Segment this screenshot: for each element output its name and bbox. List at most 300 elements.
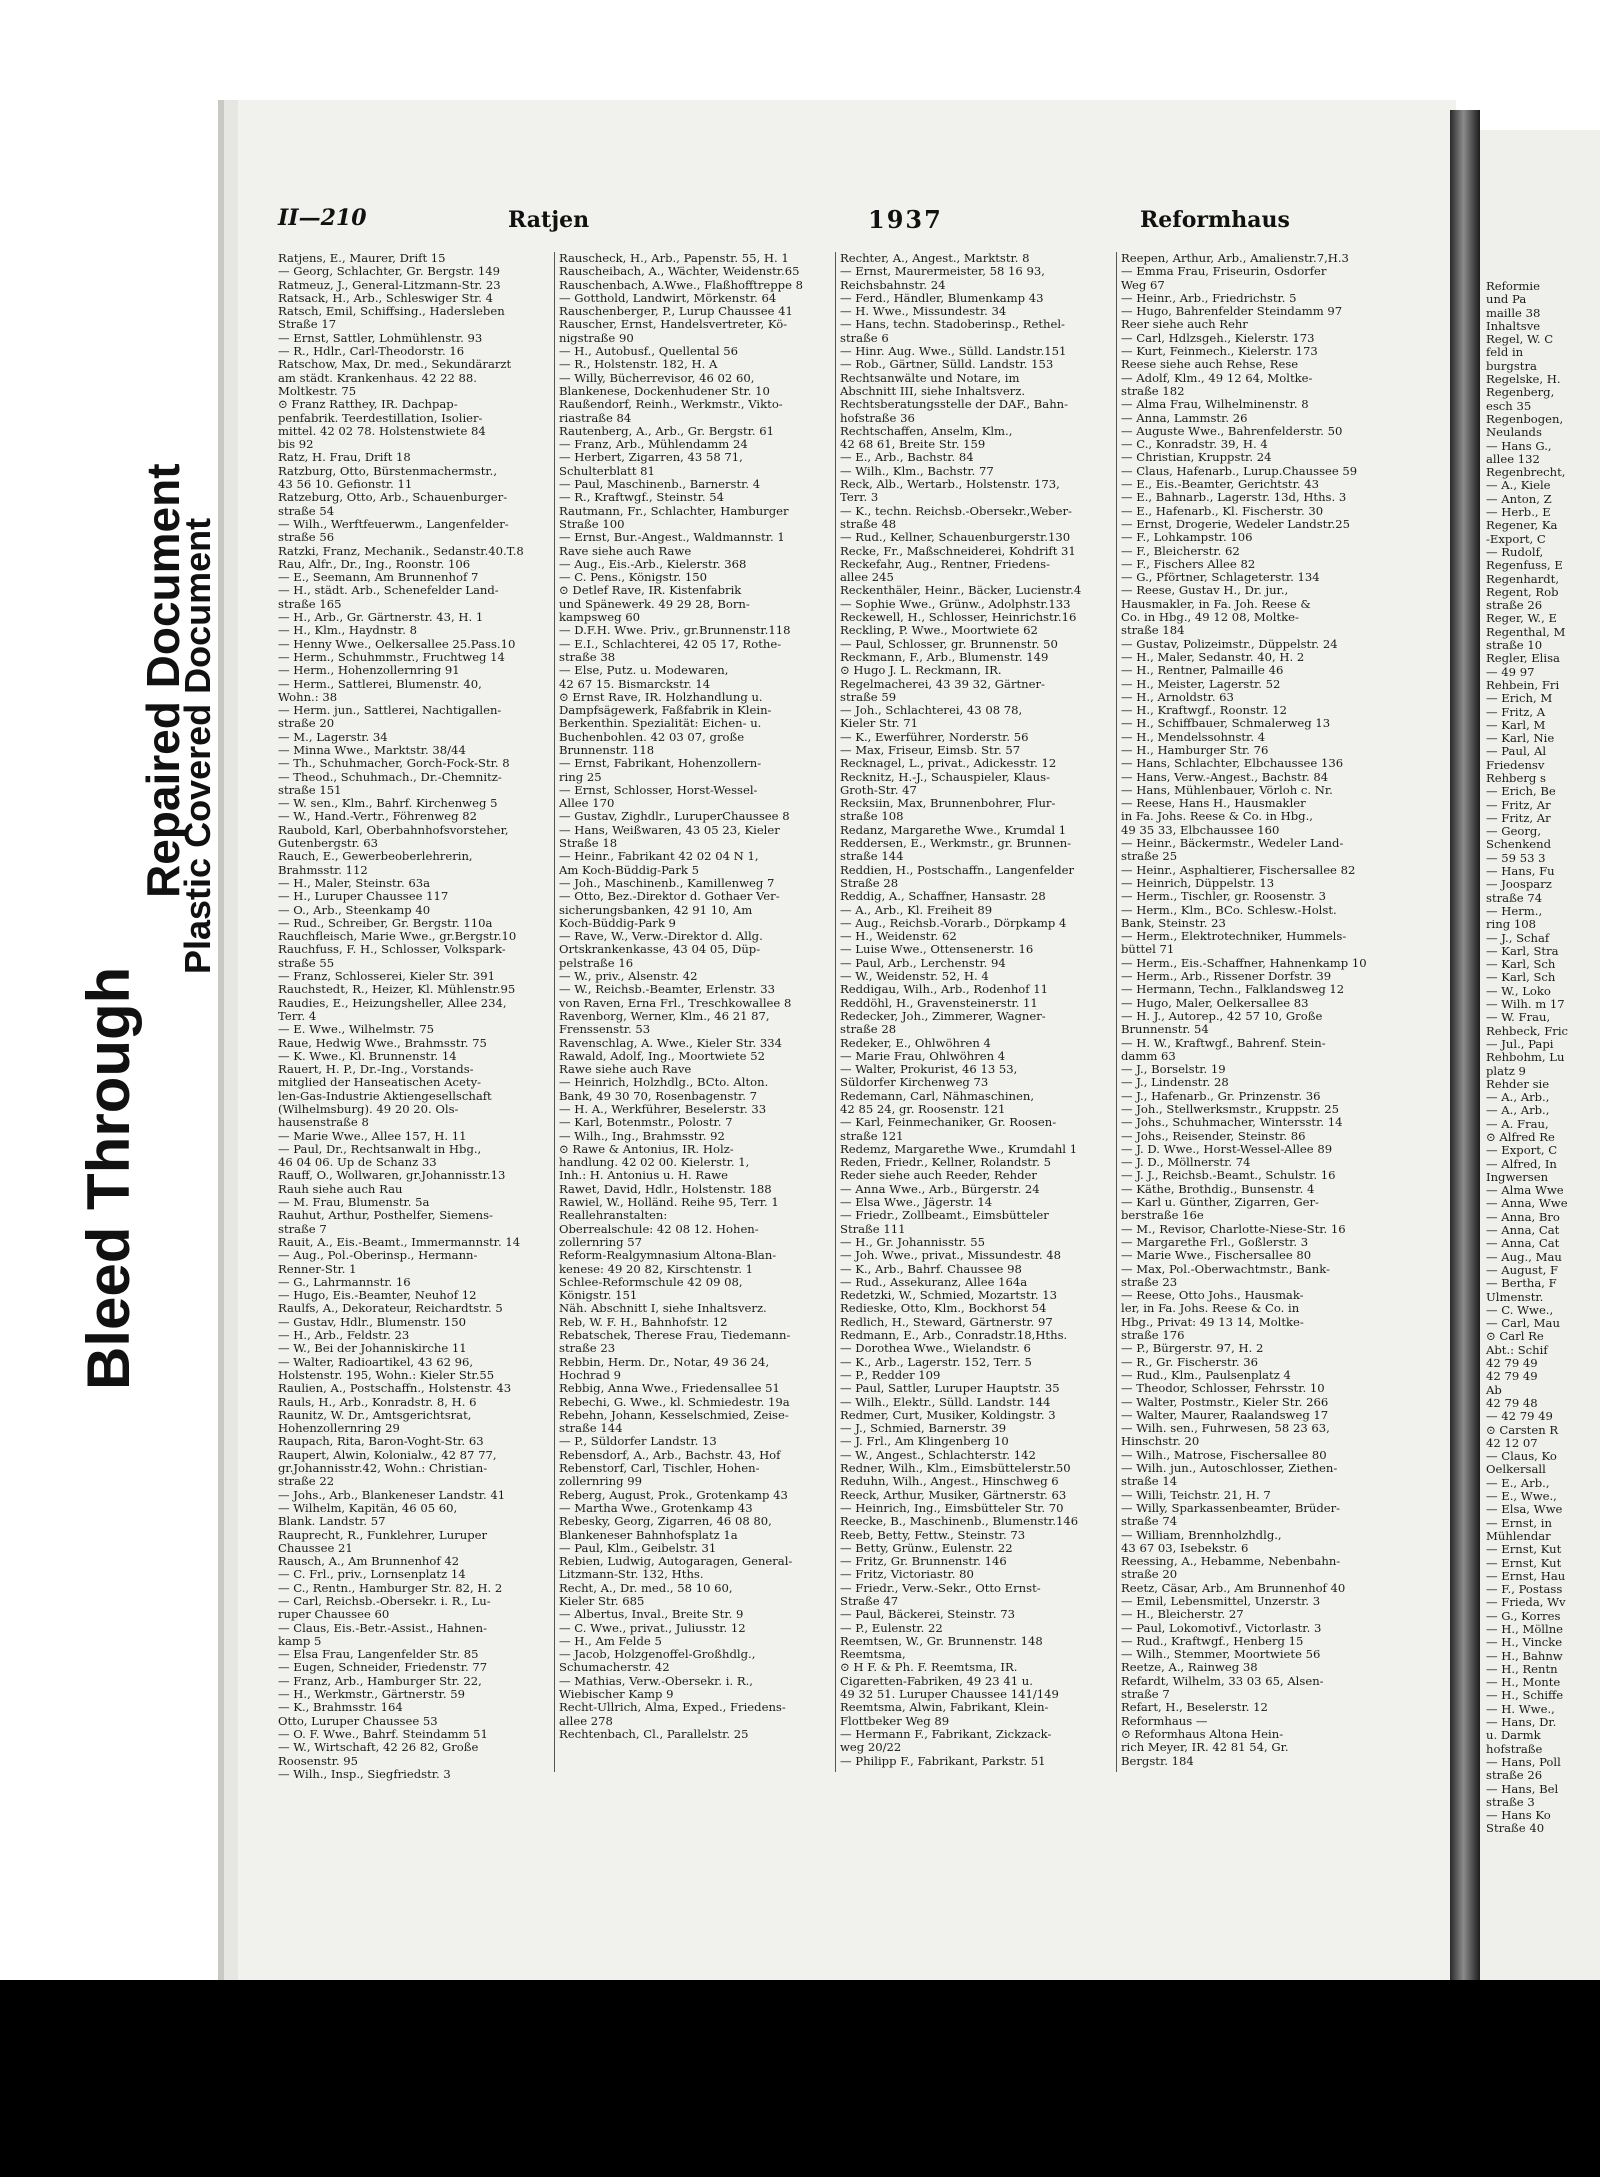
directory-entry: Gutenbergstr. 63 bbox=[278, 837, 378, 851]
directory-entry: — Karl u. Günther, Zigarren, Ger- bbox=[1121, 1196, 1319, 1210]
directory-entry: Straße 28 bbox=[840, 876, 899, 890]
directory-entry: — William, Brennholzhdlg., bbox=[1121, 1528, 1282, 1542]
directory-entry: Rauscheibach, A., Wächter, Weidenstr.65 bbox=[559, 265, 800, 279]
directory-entry: Raunitz, W. Dr., Amtsgerichtsrat, bbox=[278, 1408, 472, 1422]
directory-entry: ⊙ Detlef Rave, IR. Kistenfabrik bbox=[559, 584, 742, 598]
directory-entry: — Dorothea Wwe., Wielandstr. 6 bbox=[840, 1342, 1031, 1356]
directory-entry: Rebbin, Herm. Dr., Notar, 49 36 24, bbox=[559, 1355, 770, 1369]
directory-entry: — Walter, Prokurist, 46 13 53, bbox=[840, 1063, 1018, 1077]
directory-entry: — Paul, Bäckerei, Steinstr. 73 bbox=[840, 1608, 1015, 1622]
directory-entry: — M. Frau, Blumenstr. 5a bbox=[278, 1196, 430, 1210]
directory-entry: — W., Loko bbox=[1486, 984, 1551, 998]
directory-entry: Rebesky, Georg, Zigarren, 46 08 80, bbox=[559, 1515, 772, 1529]
directory-entry: straße 10 bbox=[1486, 639, 1543, 653]
directory-entry: Holstenstr. 195, Wohn.: Kieler Str.55 bbox=[278, 1368, 495, 1382]
directory-entry: Recht, A., Dr. med., 58 10 60, bbox=[559, 1581, 733, 1595]
directory-entry: Friedensv bbox=[1486, 758, 1545, 772]
directory-entry: — Erich, M bbox=[1486, 692, 1553, 706]
directory-entry: Raudies, E., Heizungsheller, Allee 234, bbox=[278, 996, 507, 1010]
directory-entry: — Joh., Stellwerksmstr., Kruppstr. 25 bbox=[1121, 1103, 1340, 1116]
directory-entry: — K., Arb., Lagerstr. 152, Terr. 5 bbox=[840, 1355, 1032, 1369]
directory-entry: — Betty, Grünw., Eulenstr. 22 bbox=[840, 1541, 1013, 1555]
directory-entry: — Auguste Wwe., Bahrenfelderstr. 50 bbox=[1121, 424, 1343, 438]
directory-entry: — Joh. Wwe., privat., Missundestr. 48 bbox=[840, 1249, 1062, 1263]
directory-entry: — Gustav, Zighdlr., LuruperChaussee 8 bbox=[559, 810, 790, 824]
directory-entry: Berkenthin. Spezialität: Eichen- u. bbox=[559, 717, 762, 731]
running-header bbox=[278, 205, 1448, 241]
directory-entry: ⊙ Carsten R bbox=[1486, 1423, 1559, 1437]
directory-entry: — Hans, Verw.-Angest., Bachstr. 84 bbox=[1121, 770, 1329, 784]
directory-entry: — R., Kraftwgf., Steinstr. 54 bbox=[559, 491, 725, 505]
directory-entry: straße 25 bbox=[1121, 850, 1178, 864]
directory-entry: straße 74 bbox=[1486, 891, 1543, 905]
directory-entry: — Margarethe Frl., Goßlerstr. 3 bbox=[1121, 1235, 1309, 1249]
directory-entry: — Carl, Hdlzsgeh., Kielerstr. 173 bbox=[1121, 331, 1315, 345]
directory-entry: Roosenstr. 95 bbox=[278, 1754, 358, 1768]
directory-entry: — H. Wwe., bbox=[1486, 1702, 1555, 1716]
directory-entry: Regenhardt, bbox=[1486, 572, 1560, 586]
directory-entry: maille 38 bbox=[1486, 306, 1541, 320]
directory-entry: riastraße 84 bbox=[559, 411, 632, 425]
directory-entry: Recksiin, Max, Brunnenbohrer, Flur- bbox=[840, 797, 1056, 811]
directory-entry: — E., Hafenarb., Kl. Fischerstr. 30 bbox=[1121, 504, 1324, 518]
directory-entry: Redecker, Joh., Zimmerer, Wagner- bbox=[840, 1009, 1046, 1023]
directory-entry: — Karl, Botenmstr., Polostr. 7 bbox=[559, 1116, 733, 1130]
directory-entry: Hbg., Privat: 49 13 14, Moltke- bbox=[1121, 1315, 1304, 1329]
directory-entry: — Wilh., Ing., Brahmsstr. 92 bbox=[559, 1129, 725, 1143]
directory-entry: — Eugen, Schneider, Friedenstr. 77 bbox=[278, 1661, 488, 1675]
directory-entry: — Heinr., Fabrikant 42 02 04 N 1, bbox=[559, 850, 759, 864]
directory-entry: und Pa bbox=[1486, 293, 1527, 307]
directory-entry: — H., Mendelssohnstr. 4 bbox=[1121, 730, 1266, 744]
directory-entry: — H., Hamburger Str. 76 bbox=[1121, 743, 1269, 757]
directory-entry: weg 20/22 bbox=[840, 1741, 902, 1755]
directory-entry: 42 79 49 bbox=[1486, 1370, 1538, 1384]
directory-entry: — Paul, Arb., Lerchenstr. 94 bbox=[840, 956, 1006, 970]
directory-entry: Ratz, H. Frau, Drift 18 bbox=[278, 451, 411, 465]
directory-entry: Reduhn, Wilh., Angest., Hinschweg 6 bbox=[840, 1475, 1059, 1489]
directory-entry: — Franz, Schlosserei, Kieler Str. 391 bbox=[278, 970, 495, 984]
directory-entry: Rauert, H. P., Dr.-Ing., Vorstands- bbox=[278, 1063, 474, 1077]
directory-entry: — Willy, Sparkassenbeamter, Brüder- bbox=[1121, 1501, 1341, 1515]
directory-entry: — K., Ewerführer, Norderstr. 56 bbox=[840, 730, 1029, 744]
directory-entry: — Else, Putz. u. Modewaren, bbox=[559, 664, 729, 678]
directory-entry: straße 48 bbox=[840, 517, 897, 531]
directory-entry: — Rob., Gärtner, Sülld. Landstr. 153 bbox=[840, 358, 1054, 372]
directory-entry: — Marie Frau, Ohlwöhren 4 bbox=[840, 1049, 1006, 1063]
facing-page-edge bbox=[1480, 130, 1600, 1980]
directory-entry: — Reese, Gustav H., Dr. jur., bbox=[1121, 584, 1289, 598]
directory-entry: — Ernst, Sattler, Lohmühlenstr. 93 bbox=[278, 331, 483, 345]
directory-entry: — Johs., Reisender, Steinstr. 86 bbox=[1121, 1129, 1306, 1143]
directory-entry: — Ernst, Schlosser, Horst-Wessel- bbox=[559, 783, 758, 797]
directory-entry: — O., Arb., Steenkamp 40 bbox=[278, 903, 431, 917]
directory-entry: Rau, Alfr., Dr., Ing., Roonstr. 106 bbox=[278, 557, 471, 571]
directory-entry: Oelkersall bbox=[1486, 1463, 1546, 1477]
directory-entry: Rauch, E., Gewerbeoberlehrerin, bbox=[278, 850, 473, 864]
year: 1937 bbox=[868, 205, 943, 234]
directory-entry: — Wilhelm, Kapitän, 46 05 60, bbox=[278, 1501, 458, 1515]
directory-entry: — Herm. jun., Sattlerei, Nachtigallen- bbox=[278, 704, 502, 718]
directory-entry: — Herm., Klm., BCo. Schlesw.-Holst. bbox=[1121, 903, 1337, 917]
directory-entry: — Theodor, Schlosser, Fehrsstr. 10 bbox=[1121, 1382, 1325, 1396]
directory-entry: — Hugo, Eis.-Beamter, Neuhof 12 bbox=[278, 1289, 477, 1303]
directory-entry: — H., Gr. Johannisstr. 55 bbox=[840, 1235, 985, 1249]
directory-entry: Reger, W., E bbox=[1486, 612, 1557, 626]
directory-entry: -Export, C bbox=[1486, 532, 1546, 546]
directory-entry: — Elsa, Wwe bbox=[1486, 1503, 1563, 1517]
directory-entry: — H., Werkmstr., Gärtnerstr. 59 bbox=[278, 1688, 466, 1702]
directory-entry: Kieler Str. 71 bbox=[840, 717, 919, 731]
directory-entry: — H., Rentner, Palmaille 46 bbox=[1121, 664, 1284, 678]
directory-entry: Straße 17 bbox=[278, 318, 337, 332]
directory-entry: — Hans, Dr. bbox=[1486, 1716, 1557, 1730]
directory-entry: Hinschstr. 20 bbox=[1121, 1435, 1200, 1449]
directory-entry: — Joosparz bbox=[1486, 878, 1552, 892]
directory-entry: — J. J., Reichsb.-Beamt., Schulstr. 16 bbox=[1121, 1169, 1336, 1183]
directory-entry: — Henny Wwe., Oelkersallee 25.Pass.10 bbox=[278, 637, 516, 651]
directory-entry: Oberrealschule: 42 08 12. Hohen- bbox=[559, 1222, 759, 1236]
directory-entry: — Export, C bbox=[1486, 1144, 1558, 1158]
directory-entry: straße 151 bbox=[278, 783, 342, 797]
directory-entry: — Ernst, Drogerie, Wedeler Landstr.25 bbox=[1121, 517, 1351, 531]
directory-entry: burgstra bbox=[1486, 359, 1537, 373]
directory-entry: Redner, Wilh., Klm., Eimsbüttelerstr.50 bbox=[840, 1462, 1071, 1476]
directory-entry: — Ernst, Bur.-Angest., Waldmannstr. 1 bbox=[559, 531, 785, 545]
directory-entry: — Karl, Feinmechaniker, Gr. Roosen- bbox=[840, 1116, 1057, 1130]
directory-entry: Redeker, E., Ohlwöhren 4 bbox=[840, 1036, 991, 1050]
directory-entry: straße 55 bbox=[278, 956, 335, 970]
directory-entry: — H., Klm., Haydnstr. 8 bbox=[278, 624, 417, 638]
directory-entry: Weg 67 bbox=[1121, 278, 1165, 292]
directory-entry: Rauchfuss, F. H., Schlosser, Volkspark- bbox=[278, 943, 506, 957]
directory-entry: — P., Redder 109 bbox=[840, 1368, 941, 1382]
directory-entry: Straße 100 bbox=[559, 517, 625, 531]
directory-entry: — Heinr., Arb., Friedrichstr. 5 bbox=[1121, 291, 1297, 305]
directory-entry: Brunnenstr. 54 bbox=[1121, 1023, 1209, 1037]
directory-entry: — Hans, Fu bbox=[1486, 865, 1555, 879]
directory-entry: — Herm., Elektrotechniker, Hummels- bbox=[1121, 930, 1347, 944]
directory-entry: straße 7 bbox=[1121, 1688, 1170, 1702]
directory-entry: — Alma Frau, Wilhelminenstr. 8 bbox=[1121, 398, 1309, 412]
directory-entry: 42 79 49 bbox=[1486, 1357, 1538, 1371]
directory-entry: Ulmenstr. bbox=[1486, 1290, 1544, 1304]
directory-entry: — H., Schiffbauer, Schmalerweg 13 bbox=[1121, 717, 1331, 731]
directory-entry: Dampfsägewerk, Faßfabrik in Klein- bbox=[559, 704, 772, 718]
directory-entry: ler, in Fa. Johs. Reese & Co. in bbox=[1121, 1302, 1300, 1316]
directory-entry: — Joh., Maschinenb., Kamillenweg 7 bbox=[559, 876, 775, 890]
directory-entry: — F., Bleicherstr. 62 bbox=[1121, 544, 1240, 558]
directory-entry: — Rud., Schreiber, Gr. Bergstr. 110a bbox=[278, 916, 493, 930]
directory-entry: straße 182 bbox=[1121, 384, 1185, 398]
directory-entry: — Wilh. jun., Autoschlosser, Ziethen- bbox=[1121, 1462, 1338, 1476]
directory-entry: — H. Wwe., Missundestr. 34 bbox=[840, 305, 1007, 319]
directory-entry: Rebehn, Johann, Kesselschmied, Zeise- bbox=[559, 1408, 789, 1422]
directory-entry: allee 245 bbox=[840, 571, 894, 585]
directory-entry: Reemtsen, W., Gr. Brunnenstr. 148 bbox=[840, 1634, 1043, 1648]
directory-entry: — W. Frau, bbox=[1486, 1011, 1551, 1025]
directory-entry: — Walter, Radioartikel, 43 62 96, bbox=[278, 1355, 474, 1369]
directory-entry: Regent, Rob bbox=[1486, 585, 1559, 599]
directory-entry: zollernring 57 bbox=[559, 1235, 642, 1249]
directory-entry: — H., Arb., Feldstr. 23 bbox=[278, 1329, 410, 1343]
directory-entry: u. Darmk bbox=[1486, 1729, 1541, 1743]
directory-entry: Wiebischer Kamp 9 bbox=[559, 1688, 674, 1702]
directory-entry: — 42 79 49 bbox=[1486, 1410, 1553, 1424]
directory-entry: Rechter, A., Angest., Marktstr. 8 bbox=[840, 252, 1030, 265]
directory-entry: Redemann, Carl, Nähmaschinen, bbox=[840, 1089, 1035, 1103]
directory-entry: — Herbert, Zigarren, 43 58 71, bbox=[559, 451, 743, 465]
directory-entry: Reder siehe auch Reeder, Rehder bbox=[840, 1169, 1037, 1183]
directory-entry: — G., Korres bbox=[1486, 1609, 1561, 1623]
directory-entry: Reessing, A., Hebamme, Nebenbahn- bbox=[1121, 1555, 1341, 1569]
directory-entry: straße 26 bbox=[1486, 1769, 1543, 1783]
directory-column-3 bbox=[840, 252, 1110, 1782]
directory-entry: Rechtschaffen, Anselm, Klm., bbox=[840, 424, 1013, 438]
directory-entry: — J. D., Möllnerstr. 74 bbox=[1121, 1156, 1251, 1170]
directory-entry: — Emil, Lebensmittel, Unzerstr. 3 bbox=[1121, 1594, 1321, 1608]
directory-entry: Reeb, Betty, Fettw., Steinstr. 73 bbox=[840, 1528, 1026, 1542]
directory-entry: — Hinr. Aug. Wwe., Sülld. Landstr.151 bbox=[840, 345, 1067, 359]
directory-entry: — Anna, Cat bbox=[1486, 1224, 1560, 1238]
directory-entry: — Anna, Bro bbox=[1486, 1210, 1560, 1224]
directory-entry: — Albertus, Inval., Breite Str. 9 bbox=[559, 1608, 744, 1622]
directory-entry: — J., Schmied, Barnerstr. 39 bbox=[840, 1422, 1007, 1436]
directory-entry: — Wilh., Klm., Bachstr. 77 bbox=[840, 464, 994, 478]
first-entry-word: Ratjen bbox=[508, 207, 590, 233]
directory-entry: Rausch, A., Am Brunnenhof 42 bbox=[278, 1555, 460, 1569]
directory-entry: — Jacob, Holzgenoffel-Großhdlg., bbox=[559, 1648, 756, 1662]
directory-entry: — Marie Wwe., Allee 157, H. 11 bbox=[278, 1129, 467, 1143]
directory-entry: — W., Wirtschaft, 42 26 82, Große bbox=[278, 1741, 479, 1755]
directory-entry: straße 144 bbox=[840, 850, 904, 864]
directory-entry: — Claus, Hafenarb., Lurup.Chaussee 59 bbox=[1121, 464, 1358, 478]
directory-entry: gr.Johannisstr.42, Wohn.: Christian- bbox=[278, 1462, 488, 1476]
directory-entry: — Hugo, Bahrenfelder Steindamm 97 bbox=[1121, 305, 1343, 319]
directory-entry: Regener, Ka bbox=[1486, 519, 1558, 533]
condition-labels bbox=[60, 390, 230, 1390]
directory-entry: — Herm., Hohenzollernring 91 bbox=[278, 664, 460, 678]
directory-entry: — Max, Pol.-Oberwachtmstr., Bank- bbox=[1121, 1262, 1330, 1276]
directory-entry: Bank, 49 30 70, Rosenbagenstr. 7 bbox=[559, 1089, 757, 1103]
directory-entry: — E., Arb., Bachstr. 84 bbox=[840, 451, 974, 465]
directory-entry: Hausmakler, in Fa. Joh. Reese & bbox=[1121, 597, 1311, 611]
directory-entry: Raupert, Alwin, Kolonialw., 42 87 77, bbox=[278, 1448, 497, 1462]
directory-entry: Recknitz, H.-J., Schauspieler, Klaus- bbox=[840, 770, 1050, 784]
directory-entry: — 49 97 bbox=[1486, 665, 1535, 679]
directory-entry: Recknagel, L., privat., Adickesstr. 12 bbox=[840, 757, 1057, 771]
directory-entry: — H., Autobusf., Quellental 56 bbox=[559, 345, 738, 359]
directory-entry: — Herm., Arb., Rissener Dorfstr. 39 bbox=[1121, 970, 1332, 984]
directory-entry: Redieske, Otto, Klm., Bockhorst 54 bbox=[840, 1302, 1047, 1316]
directory-entry: — Franz, Arb., Mühlendamm 24 bbox=[559, 438, 748, 452]
directory-entry: 42 68 61, Breite Str. 159 bbox=[840, 438, 986, 452]
directory-entry: Rautmann, Fr., Schlachter, Hamburger bbox=[559, 504, 789, 518]
bleed-through-label: Bleed Through bbox=[75, 966, 142, 1390]
directory-entry: — Aug., Pol.-Oberinsp., Hermann- bbox=[278, 1249, 478, 1263]
directory-entry: — E., Wwe., bbox=[1486, 1490, 1557, 1504]
directory-entry: — Ferd., Händler, Blumenkamp 43 bbox=[840, 291, 1044, 305]
directory-entry: Rebechi, G. Wwe., kl. Schmiedestr. 19a bbox=[559, 1395, 790, 1409]
directory-entry: 43 67 03, Isebekstr. 6 bbox=[1121, 1541, 1249, 1555]
directory-entry: — H., Möllne bbox=[1486, 1622, 1564, 1636]
directory-entry: — Minna Wwe., Marktstr. 38/44 bbox=[278, 743, 466, 757]
directory-entry: — Wilh., Matrose, Fischersallee 80 bbox=[1121, 1448, 1327, 1462]
directory-entry: Allee 170 bbox=[559, 797, 615, 811]
directory-entry: Reddien, H., Postschaffn., Langenfelder bbox=[840, 863, 1075, 877]
directory-entry: — Carl, Reichsb.-Obersekr. i. R., Lu- bbox=[278, 1594, 491, 1608]
directory-entry: Buchenbohlen. 42 03 07, große bbox=[559, 730, 745, 744]
directory-entry: Reckmann, F., Arb., Blumenstr. 149 bbox=[840, 650, 1049, 664]
directory-entry: Moltkestr. 75 bbox=[278, 384, 357, 398]
directory-entry: Hochrad 9 bbox=[559, 1368, 621, 1382]
directory-entry: — Herm., Sattlerei, Blumenstr. 40, bbox=[278, 677, 482, 691]
directory-column-4 bbox=[1121, 252, 1391, 1782]
directory-entry: ⊙ H F. & Ph. F. Reemtsma, IR. bbox=[840, 1661, 1018, 1675]
directory-entry: — 59 53 3 bbox=[1486, 851, 1546, 865]
directory-entry: Reecke, B., Maschinenb., Blumenstr.146 bbox=[840, 1515, 1079, 1529]
directory-entry: — Ernst, in bbox=[1486, 1516, 1552, 1530]
directory-entry: — Kurt, Feinmech., Kielerstr. 173 bbox=[1121, 345, 1318, 359]
directory-entry: straße 38 bbox=[559, 650, 616, 664]
directory-entry: — E., Eis.-Beamter, Gerichtstr. 43 bbox=[1121, 478, 1319, 492]
directory-entry: — Paul, Schlosser, gr. Brunnenstr. 50 bbox=[840, 637, 1058, 651]
directory-entry: (Wilhelmsburg). 49 20 20. Ols- bbox=[278, 1103, 459, 1116]
directory-entry: — W., Angest., Schlachterstr. 142 bbox=[840, 1448, 1036, 1462]
directory-entry: Reform-Realgymnasium Altona-Blan- bbox=[559, 1249, 777, 1263]
directory-entry: Rave siehe auch Rawe bbox=[559, 544, 692, 558]
directory-entry: Straße 111 bbox=[840, 1222, 906, 1236]
directory-entry: Straße 47 bbox=[840, 1594, 899, 1608]
directory-entry: kamp 5 bbox=[278, 1634, 322, 1648]
directory-entry: — Anton, Z bbox=[1486, 492, 1552, 506]
directory-entry: straße 3 bbox=[1486, 1795, 1535, 1809]
book-binding bbox=[1450, 110, 1480, 1980]
directory-entry: — C. Wwe., privat., Juliusstr. 12 bbox=[559, 1621, 746, 1635]
directory-entry: Redmann, E., Arb., Conradstr.18,Hths. bbox=[840, 1329, 1068, 1343]
directory-entry: — Ernst, Kut bbox=[1486, 1556, 1562, 1570]
directory-entry: — Rud., Kellner, Schauenburgerstr.130 bbox=[840, 531, 1071, 545]
directory-entry: penfabrik. Teerdestillation, Isolier- bbox=[278, 411, 483, 425]
directory-entry: ⊙ Carl Re bbox=[1486, 1330, 1544, 1344]
directory-entry: Raulien, A., Postschaffn., Holstenstr. 43 bbox=[278, 1382, 512, 1396]
directory-entry: 42 67 15. Bismarckstr. 14 bbox=[559, 677, 711, 691]
directory-entry: Neulands bbox=[1486, 426, 1542, 440]
directory-entry: straße 26 bbox=[1486, 599, 1543, 613]
directory-column-2 bbox=[559, 252, 829, 1782]
directory-entry: — Erich, Be bbox=[1486, 785, 1556, 799]
directory-entry: — Johs., Schuhmacher, Wintersstr. 14 bbox=[1121, 1116, 1343, 1130]
directory-entry: Schlee-Reformschule 42 09 08, bbox=[559, 1275, 743, 1289]
directory-entry: Ratzburg, Otto, Bürstenmachermstr., bbox=[278, 464, 498, 478]
directory-entry: damm 63 bbox=[1121, 1049, 1176, 1063]
directory-entry: — Heinr., Asphaltierer, Fischersallee 82 bbox=[1121, 863, 1356, 877]
directory-entry: — J., Lindenstr. 28 bbox=[1121, 1076, 1229, 1090]
directory-entry: ⊙ Reformhaus Altona Hein- bbox=[1121, 1727, 1284, 1741]
directory-entry: straße 59 bbox=[840, 690, 897, 704]
directory-entry: Reckenthäler, Heinr., Bäcker, Lucienstr.4 bbox=[840, 584, 1082, 598]
directory-entry: Regler, Elisa bbox=[1486, 652, 1560, 666]
directory-entry: Ortskrankenkasse, 43 04 05, Düp- bbox=[559, 943, 761, 957]
directory-entry: 42 85 24, gr. Roosenstr. 121 bbox=[840, 1103, 1006, 1116]
directory-entry: Ingwersen bbox=[1486, 1170, 1549, 1184]
directory-entry: — J., Hafenarb., Gr. Prinzenstr. 36 bbox=[1121, 1089, 1321, 1103]
directory-entry: Koch-Büddig-Park 9 bbox=[559, 916, 676, 930]
directory-entry: Ratsch, Emil, Schiffsing., Hadersleben bbox=[278, 305, 505, 319]
directory-entry: — Emma Frau, Friseurin, Osdorfer bbox=[1121, 265, 1327, 279]
directory-entry: Regenberg, bbox=[1486, 386, 1555, 400]
directory-entry: — Heinrich, Ing., Eimsbütteler Str. 70 bbox=[840, 1501, 1064, 1515]
directory-entry: Rawet, David, Hdlr., Holstenstr. 188 bbox=[559, 1182, 772, 1196]
directory-entry: — C. Wwe., bbox=[1486, 1303, 1554, 1317]
directory-entry: kampsweg 60 bbox=[559, 611, 640, 625]
directory-entry: — Aug., Mau bbox=[1486, 1250, 1562, 1264]
directory-entry: ⊙ Franz Ratthey, IR. Dachpap- bbox=[278, 398, 458, 412]
directory-entry: zollernring 99 bbox=[559, 1475, 642, 1489]
directory-entry: Reese siehe auch Rehse, Rese bbox=[1121, 358, 1299, 372]
directory-entry: — Käthe, Brothdig., Bunsenstr. 4 bbox=[1121, 1182, 1315, 1196]
directory-entry: — P., Bürgerstr. 97, H. 2 bbox=[1121, 1342, 1264, 1356]
directory-entry: Rehbein, Fri bbox=[1486, 678, 1560, 692]
directory-entry: Abt.: Schif bbox=[1486, 1343, 1548, 1357]
directory-entry: Ratjens, E., Maurer, Drift 15 bbox=[278, 252, 446, 265]
directory-entry: Inhaltsve bbox=[1486, 319, 1541, 333]
directory-entry: — Rud., Klm., Paulsenplatz 4 bbox=[1121, 1368, 1291, 1382]
directory-entry: — Elsa Wwe., Jägerstr. 14 bbox=[840, 1196, 993, 1210]
directory-entry: — C., Konradstr. 39, H. 4 bbox=[1121, 438, 1268, 452]
directory-entry: — Karl, Nie bbox=[1486, 732, 1555, 746]
directory-entry: — K., techn. Reichsb.-Obersekr.,Weber- bbox=[840, 504, 1072, 518]
directory-entry: — Martha Wwe., Grotenkamp 43 bbox=[559, 1501, 753, 1515]
directory-entry: — Anna, Lammstr. 26 bbox=[1121, 411, 1248, 425]
directory-entry: straße 121 bbox=[840, 1129, 904, 1143]
directory-entry: — Anna, Wwe bbox=[1486, 1197, 1568, 1211]
directory-entry: Renner-Str. 1 bbox=[278, 1262, 357, 1276]
directory-entry: Rautenberg, A., Arb., Gr. Bergstr. 61 bbox=[559, 424, 775, 438]
directory-entry: — Hans Ko bbox=[1486, 1809, 1551, 1823]
directory-entry: Brunnenstr. 118 bbox=[559, 743, 655, 757]
directory-entry: Rechtenbach, Cl., Parallelstr. 25 bbox=[559, 1727, 749, 1741]
directory-entry: — H., Rentn bbox=[1486, 1662, 1558, 1676]
directory-entry: — Walter, Maurer, Raalandsweg 17 bbox=[1121, 1408, 1329, 1422]
directory-entry: Süldorfer Kirchenweg 73 bbox=[840, 1076, 989, 1090]
directory-entry: Ratzeburg, Otto, Arb., Schauenburger- bbox=[278, 491, 508, 505]
directory-entry: Flottbeker Weg 89 bbox=[840, 1714, 950, 1728]
directory-entry: Recht-Ullrich, Alma, Exped., Friedens- bbox=[559, 1701, 786, 1715]
directory-entry: — P., Eulenstr. 22 bbox=[840, 1621, 943, 1635]
directory-entry: Rauprecht, R., Funklehrer, Luruper bbox=[278, 1528, 488, 1542]
directory-entry: — E., Bahnarb., Lagerstr. 13d, Hths. 3 bbox=[1121, 491, 1347, 505]
column-rule bbox=[1116, 252, 1117, 1772]
directory-entry: — F., Lohkampstr. 106 bbox=[1121, 531, 1253, 545]
directory-entry: — H., Monte bbox=[1486, 1676, 1561, 1690]
directory-entry: Raue, Hedwig Wwe., Brahmsstr. 75 bbox=[278, 1036, 487, 1050]
directory-entry: — H., Meister, Lagerstr. 52 bbox=[1121, 677, 1281, 691]
directory-entry: Rauls, H., Arb., Konradstr. 8, H. 6 bbox=[278, 1395, 477, 1409]
directory-entry: feld in bbox=[1486, 346, 1524, 360]
directory-entry: Ratsack, H., Arb., Schleswiger Str. 4 bbox=[278, 291, 494, 305]
directory-entry: allee 132 bbox=[1486, 452, 1540, 466]
directory-entry: straße 54 bbox=[278, 504, 335, 518]
directory-entry: straße 20 bbox=[1121, 1568, 1178, 1582]
directory-entry: Inh.: H. Antonius u. H. Rawe bbox=[559, 1169, 729, 1183]
directory-entry: — Gustav, Hdlr., Blumenstr. 150 bbox=[278, 1315, 467, 1329]
repaired-document-label: Repaired Document bbox=[137, 463, 189, 898]
directory-entry: — Claus, Ko bbox=[1486, 1450, 1557, 1464]
directory-entry: — Sophie Wwe., Grünw., Adolphstr.133 bbox=[840, 597, 1071, 611]
directory-entry: straße 22 bbox=[278, 1475, 335, 1489]
directory-entry: straße 20 bbox=[278, 717, 335, 731]
